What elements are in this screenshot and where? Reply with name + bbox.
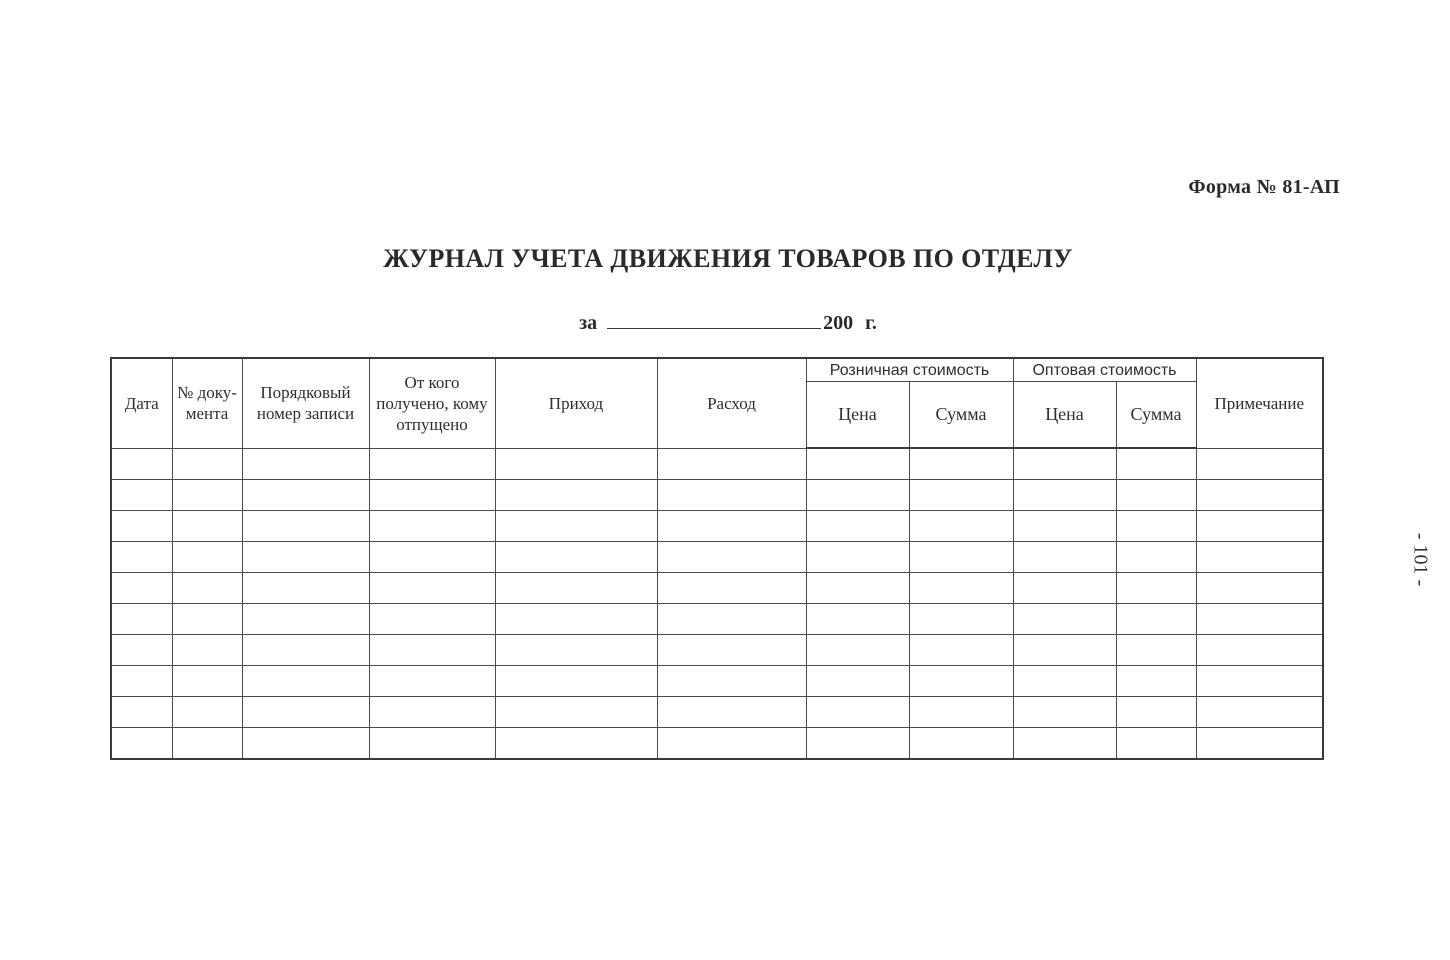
table-cell xyxy=(1013,448,1116,480)
table-cell xyxy=(1116,604,1196,635)
page-number: - 101 - xyxy=(1409,532,1432,587)
table-cell xyxy=(657,728,806,760)
col-header-expense: Расход xyxy=(657,358,806,448)
col-header-record-number: Порядковый номер записи xyxy=(242,358,369,448)
table-cell xyxy=(242,728,369,760)
table-cell xyxy=(1116,511,1196,542)
table-cell xyxy=(1116,448,1196,480)
col-header-retail-price: Цена xyxy=(806,382,909,449)
table-cell xyxy=(369,448,495,480)
table-cell xyxy=(1013,573,1116,604)
period-blank-field xyxy=(607,308,821,329)
table-cell xyxy=(806,635,909,666)
table-cell xyxy=(111,573,172,604)
table-cell xyxy=(909,448,1013,480)
table-cell xyxy=(1013,666,1116,697)
table-cell xyxy=(242,604,369,635)
table-cell xyxy=(909,604,1013,635)
table-cell xyxy=(172,511,242,542)
table-cell xyxy=(657,604,806,635)
form-number: Форма № 81-АП xyxy=(1188,176,1340,198)
table-cell xyxy=(1116,635,1196,666)
table-cell xyxy=(1013,604,1116,635)
table-cell xyxy=(909,480,1013,511)
col-header-from-to: От кого получено, кому отпущено xyxy=(369,358,495,448)
table-cell xyxy=(1196,728,1323,760)
table-cell xyxy=(657,697,806,728)
table-cell xyxy=(1196,635,1323,666)
table-cell xyxy=(495,666,657,697)
table-cell xyxy=(1116,542,1196,573)
table-row xyxy=(111,728,1323,760)
table-cell xyxy=(111,604,172,635)
table-cell xyxy=(111,666,172,697)
table-cell xyxy=(1013,511,1116,542)
table-cell xyxy=(369,604,495,635)
table-cell xyxy=(1196,480,1323,511)
table-cell xyxy=(369,697,495,728)
table-cell xyxy=(1013,697,1116,728)
table-cell xyxy=(806,542,909,573)
period-line xyxy=(0,308,1450,335)
table-cell xyxy=(111,480,172,511)
table-cell xyxy=(242,635,369,666)
table-cell xyxy=(1013,542,1116,573)
table-cell xyxy=(495,697,657,728)
table-cell xyxy=(111,448,172,480)
table-cell xyxy=(111,635,172,666)
table-cell xyxy=(657,542,806,573)
table-cell xyxy=(369,542,495,573)
table-cell xyxy=(1013,480,1116,511)
table-cell xyxy=(1013,635,1116,666)
table-cell xyxy=(806,480,909,511)
col-group-wholesale: Оптовая стоимость xyxy=(1013,358,1196,382)
journal-table xyxy=(110,357,1324,760)
table-row xyxy=(111,511,1323,542)
table-cell xyxy=(1116,573,1196,604)
table-cell xyxy=(806,666,909,697)
table-row xyxy=(111,666,1323,697)
table-row xyxy=(111,542,1323,573)
table-cell xyxy=(657,511,806,542)
table-cell xyxy=(909,666,1013,697)
period-year-suffix: г. xyxy=(865,312,877,334)
table-cell xyxy=(1196,511,1323,542)
table-cell xyxy=(111,697,172,728)
col-header-retail-sum: Сумма xyxy=(909,382,1013,449)
table-cell xyxy=(242,666,369,697)
table-cell xyxy=(369,728,495,760)
table-cell xyxy=(369,480,495,511)
table-cell xyxy=(909,697,1013,728)
table-cell xyxy=(909,728,1013,760)
table-cell xyxy=(242,511,369,542)
table-cell xyxy=(369,635,495,666)
table-body xyxy=(111,448,1323,759)
table-cell xyxy=(1196,697,1323,728)
table-cell xyxy=(806,511,909,542)
table-cell xyxy=(657,480,806,511)
table-cell xyxy=(495,604,657,635)
period-year-prefix: 200 xyxy=(823,312,854,334)
table-cell xyxy=(495,448,657,480)
table-cell xyxy=(495,728,657,760)
table-cell xyxy=(495,542,657,573)
table-cell xyxy=(369,666,495,697)
period-prefix: за xyxy=(579,312,598,334)
table-cell xyxy=(1013,728,1116,760)
table-cell xyxy=(657,635,806,666)
table-cell xyxy=(1116,697,1196,728)
table-cell xyxy=(172,697,242,728)
table-cell xyxy=(806,697,909,728)
table-cell xyxy=(111,728,172,760)
col-header-wholesale-price: Цена xyxy=(1013,382,1116,449)
table-cell xyxy=(1196,448,1323,480)
table-cell xyxy=(172,480,242,511)
document-title: ЖУРНАЛ УЧЕТА ДВИЖЕНИЯ ТОВАРОВ ПО ОТДЕЛУ xyxy=(383,244,1073,273)
col-header-income: Приход xyxy=(495,358,657,448)
col-header-note: Примечание xyxy=(1196,358,1323,448)
table-cell xyxy=(657,448,806,480)
table-cell xyxy=(242,573,369,604)
table-cell xyxy=(1196,666,1323,697)
table-cell xyxy=(242,448,369,480)
table-row xyxy=(111,448,1323,480)
table-cell xyxy=(909,635,1013,666)
table-cell xyxy=(172,573,242,604)
table-cell xyxy=(806,604,909,635)
table-cell xyxy=(111,542,172,573)
table-cell xyxy=(1116,480,1196,511)
table-cell xyxy=(657,666,806,697)
table-cell xyxy=(1196,542,1323,573)
table-row xyxy=(111,604,1323,635)
table-cell xyxy=(242,697,369,728)
table-cell xyxy=(1196,604,1323,635)
table-cell xyxy=(909,542,1013,573)
table-cell xyxy=(495,573,657,604)
col-header-doc-number: № доку-мента xyxy=(172,358,242,448)
table-row xyxy=(111,697,1323,728)
table-row xyxy=(111,480,1323,511)
col-group-retail: Розничная стоимость xyxy=(806,358,1013,382)
table-cell xyxy=(495,635,657,666)
table-cell xyxy=(172,448,242,480)
table-cell xyxy=(369,573,495,604)
table-cell xyxy=(495,480,657,511)
table-cell xyxy=(806,573,909,604)
table-cell xyxy=(242,480,369,511)
col-header-date: Дата xyxy=(111,358,172,448)
table-cell xyxy=(369,511,495,542)
table-cell xyxy=(172,604,242,635)
table-cell xyxy=(806,728,909,760)
table-cell xyxy=(909,573,1013,604)
table-cell xyxy=(806,448,909,480)
table-cell xyxy=(495,511,657,542)
table-cell xyxy=(909,511,1013,542)
table-cell xyxy=(242,542,369,573)
table-cell xyxy=(1116,666,1196,697)
table-cell xyxy=(111,511,172,542)
table-cell xyxy=(1116,728,1196,760)
table-cell xyxy=(1196,573,1323,604)
table-cell xyxy=(172,728,242,760)
table-cell xyxy=(657,573,806,604)
table-cell xyxy=(172,666,242,697)
table-header xyxy=(111,358,1323,448)
table-cell xyxy=(172,635,242,666)
col-header-wholesale-sum: Сумма xyxy=(1116,382,1196,449)
table-cell xyxy=(172,542,242,573)
table-row xyxy=(111,573,1323,604)
table-row xyxy=(111,635,1323,666)
